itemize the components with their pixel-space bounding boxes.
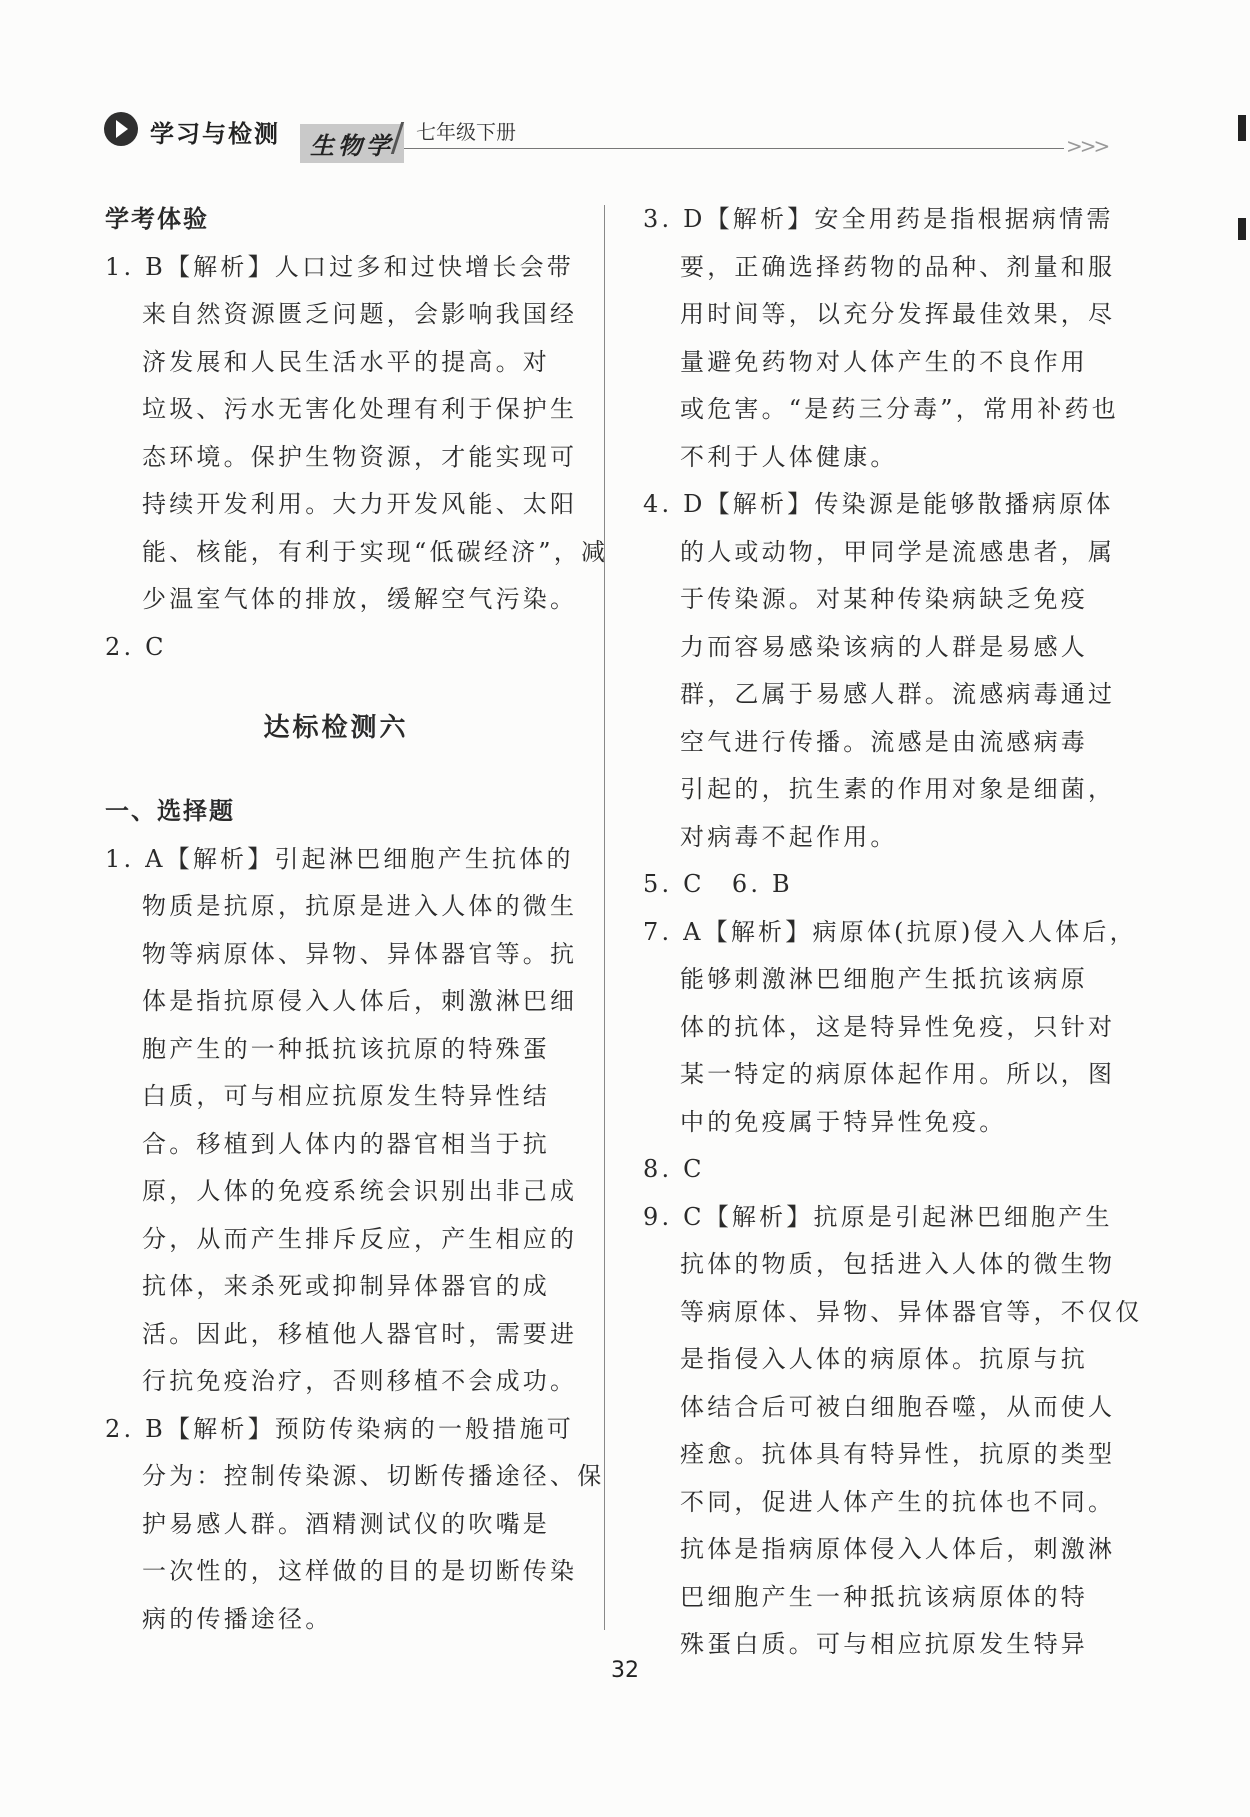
test-title: 达标检测六 [263, 713, 409, 743]
answer-line: 垃圾、污水无害化处理有利于保护生 [142, 395, 578, 423]
answer-line: 痊愈。抗体具有特异性，抗原的类型 [680, 1440, 1116, 1468]
answer-line: 白质，可与相应抗原发生特异性结 [142, 1082, 550, 1110]
column-divider [604, 205, 605, 1630]
answer-line: 能、核能，有利于实现“低碳经济”，减 [142, 537, 609, 566]
answer-line: 于传染源。对某种传染病缺乏免疫 [680, 585, 1088, 613]
subject-label: 生物学 [300, 124, 404, 163]
answer-line: 2. B【解析】预防传染病的一般措施可 [105, 1414, 574, 1443]
play-arrow-icon [104, 112, 138, 146]
answer-line: 来自然资源匮乏问题，会影响我国经 [142, 300, 578, 328]
answer-line: 5. C 6. B [643, 870, 793, 898]
answer-line: 分为：控制传染源、切断传播途径、保 [142, 1462, 605, 1490]
answer-line: 2. C [105, 632, 167, 661]
answer-line: 体结合后可被白细胞吞噬，从而使人 [680, 1392, 1116, 1421]
answer-line: 是指侵入人体的病原体。抗原与抗 [680, 1345, 1088, 1373]
header-rule [404, 148, 1064, 149]
answer-line: 不利于人体健康。 [680, 442, 898, 471]
answer-line: 活。因此，移植他人器官时，需要进 [142, 1319, 578, 1348]
answer-line: 能够刺激淋巴细胞产生抵抗该病原 [680, 965, 1088, 993]
answer-line: 体的抗体，这是特异性免疫，只针对 [680, 1012, 1116, 1041]
answer-line: 4. D【解析】传染源是能够散播病原体 [643, 490, 1114, 518]
answer-line: 一次性的，这样做的目的是切断传染 [142, 1557, 578, 1585]
answer-line: 8. C [643, 1155, 705, 1183]
edge-mark [1238, 115, 1246, 141]
answer-line: 抗体的物质，包括进入人体的微生物 [680, 1250, 1116, 1278]
answer-line: 护易感人群。酒精测试仪的吹嘴是 [142, 1509, 550, 1538]
answer-line: 行抗免疫治疗，否则移植不会成功。 [142, 1367, 578, 1395]
answer-line: 物质是抗原，抗原是进入人体的微生 [142, 892, 578, 920]
answer-line: 中的免疫属于特异性免疫。 [680, 1107, 1007, 1136]
answer-line: 病的传播途径。 [142, 1604, 333, 1633]
answer-line: 原，人体的免疫系统会识别出非己成 [142, 1177, 578, 1205]
answer-line: 1. A【解析】引起淋巴细胞产生抗体的 [105, 844, 574, 873]
answer-line: 对病毒不起作用。 [680, 822, 898, 851]
answer-line: 或危害。“是药三分毒”，常用补药也 [680, 395, 1119, 423]
answer-line: 持续开发利用。大力开发风能、太阳 [142, 490, 578, 518]
answer-line: 要，正确选择药物的品种、剂量和服 [680, 252, 1116, 281]
answer-line: 抗体，来杀死或抑制异体器官的成 [142, 1272, 550, 1300]
answer-line: 量避免药物对人体产生的不良作用 [680, 347, 1088, 376]
answer-line: 少温室气体的排放，缓解空气污染。 [142, 585, 578, 613]
answer-line: 的人或动物，甲同学是流感患者，属 [680, 537, 1116, 566]
answer-line: 引起的，抗生素的作用对象是细菌， [680, 775, 1116, 803]
answer-line: 分，从而产生排斥反应，产生相应的 [142, 1224, 578, 1253]
series-title: 学习与检测 [150, 120, 280, 148]
answer-line: 体是指抗原侵入人体后，刺激淋巴细 [142, 987, 578, 1015]
answer-line: 7. A【解析】病原体(抗原)侵入人体后， [643, 917, 1137, 946]
chevrons-icon: >>> [1066, 134, 1108, 158]
edge-mark [1238, 218, 1246, 240]
answer-line: 不同，促进人体产生的抗体也不同。 [680, 1487, 1116, 1516]
section-heading-choice: 一、选择题 [105, 797, 235, 825]
page-number: 32 [611, 1658, 639, 1683]
answer-line: 某一特定的病原体起作用。所以，图 [680, 1060, 1116, 1088]
answer-line: 1. B【解析】人口过多和过快增长会带 [105, 252, 574, 281]
answer-line: 抗体是指病原体侵入人体后，刺激淋 [680, 1535, 1116, 1563]
answer-line: 群，乙属于易感人群。流感病毒通过 [680, 680, 1116, 708]
section-heading-xuekao: 学考体验 [105, 205, 209, 233]
answer-line: 9. C【解析】抗原是引起淋巴细胞产生 [643, 1202, 1113, 1231]
right-column [643, 196, 1143, 1669]
left-column [105, 196, 609, 1643]
answer-line: 用时间等，以充分发挥最佳效果，尽 [680, 300, 1116, 328]
answer-line: 等病原体、异物、异体器官等，不仅仅 [680, 1297, 1143, 1326]
answer-line: 态环境。保护生物资源，才能实现可 [142, 442, 578, 471]
answer-line: 济发展和人民生活水平的提高。对 [142, 347, 550, 376]
grade-label: 七年级下册 [416, 120, 516, 144]
answer-line: 物等病原体、异物、异体器官等。抗 [142, 939, 578, 968]
page-header [104, 108, 1108, 160]
section-choice-answers [105, 836, 605, 1644]
answer-line: 3. D【解析】安全用药是指根据病情需 [643, 205, 1114, 233]
answer-line: 殊蛋白质。可与相应抗原发生特异 [680, 1630, 1088, 1658]
answer-line: 胞产生的一种抵抗该抗原的特殊蛋 [142, 1034, 550, 1063]
answer-line: 巴细胞产生一种抵抗该病原体的特 [680, 1582, 1088, 1611]
answer-line: 合。移植到人体内的器官相当于抗 [142, 1129, 550, 1158]
answer-line: 力而容易感染该病的人群是易感人 [680, 632, 1088, 661]
section-xuekao-answers [105, 244, 609, 672]
answer-line: 空气进行传播。流感是由流感病毒 [680, 727, 1088, 756]
